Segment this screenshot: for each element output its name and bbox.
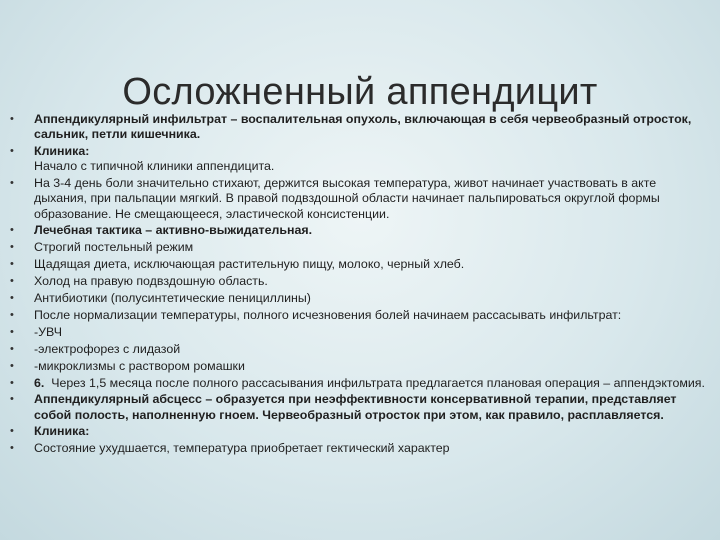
list-item <box>10 376 710 391</box>
item-continuation: Начало с типичной клиники аппендицита. <box>34 159 275 174</box>
item-text: Антибиотики (полусинтетические пенициллины) <box>34 291 311 306</box>
item-text: Щадящая диета, исключающая растительную пищу, молоко, черный хлеб. <box>34 257 465 272</box>
list-item <box>10 144 710 174</box>
list-item <box>10 424 710 439</box>
list-item <box>10 392 710 422</box>
item-text: Аппендикулярный абсцесс – образуется при неэффективности консервативной терапии, представляет собой полость, наполненную гноем. Червеобразный отросток при этом, как правило, расплавляется. <box>34 392 677 422</box>
item-text: Через 1,5 месяца после полного рассасывания инфильтрата предлагается плановая операция – аппендэктомия. <box>44 375 705 390</box>
item-text: Аппендикулярный инфильтрат – воспалительная опухоль, включающая в себя червеобразный отросток, сальник, петли кишечника. <box>34 112 692 142</box>
item-text: -электрофорез с лидазой <box>34 341 181 356</box>
list-item <box>10 325 710 340</box>
list-item <box>10 257 710 272</box>
list-item <box>10 176 710 222</box>
list-item <box>10 240 710 255</box>
list-item <box>10 112 710 142</box>
list-item <box>10 359 710 374</box>
slide-title: Осложненный аппендицит <box>122 71 598 114</box>
bullet-list <box>10 112 710 458</box>
item-text: Состояние ухудшается, температура приобретает гектический характер <box>34 441 450 456</box>
item-text: Строгий постельный режим <box>34 240 194 255</box>
list-item <box>10 342 710 357</box>
item-text: Холод на правую подвздошную область. <box>34 274 268 289</box>
item-number: 6. <box>34 375 45 390</box>
list-item <box>10 308 710 323</box>
item-text: -УВЧ <box>34 324 62 339</box>
item-text: Клиника: <box>34 424 90 439</box>
list-item <box>10 441 710 456</box>
item-text: На 3-4 день боли значительно стихают, держится высокая температура, живот начинает участвовать в акте дыхания, при пальпации мягкий. В правой подвздошной области начинает пальпироваться округлой формы образование. Не смещающееся, эластической консистенции. <box>34 176 660 221</box>
list-item <box>10 291 710 306</box>
item-text: После нормализации температуры, полного исчезновения болей начинаем рассасывать инфильтрат: <box>34 307 622 322</box>
list-item <box>10 223 710 238</box>
item-text: -микроклизмы с раствором ромашки <box>34 358 245 373</box>
item-text: Лечебная тактика – активно-выжидательная. <box>34 223 313 238</box>
item-text: Клиника: <box>34 144 90 159</box>
list-item <box>10 274 710 289</box>
